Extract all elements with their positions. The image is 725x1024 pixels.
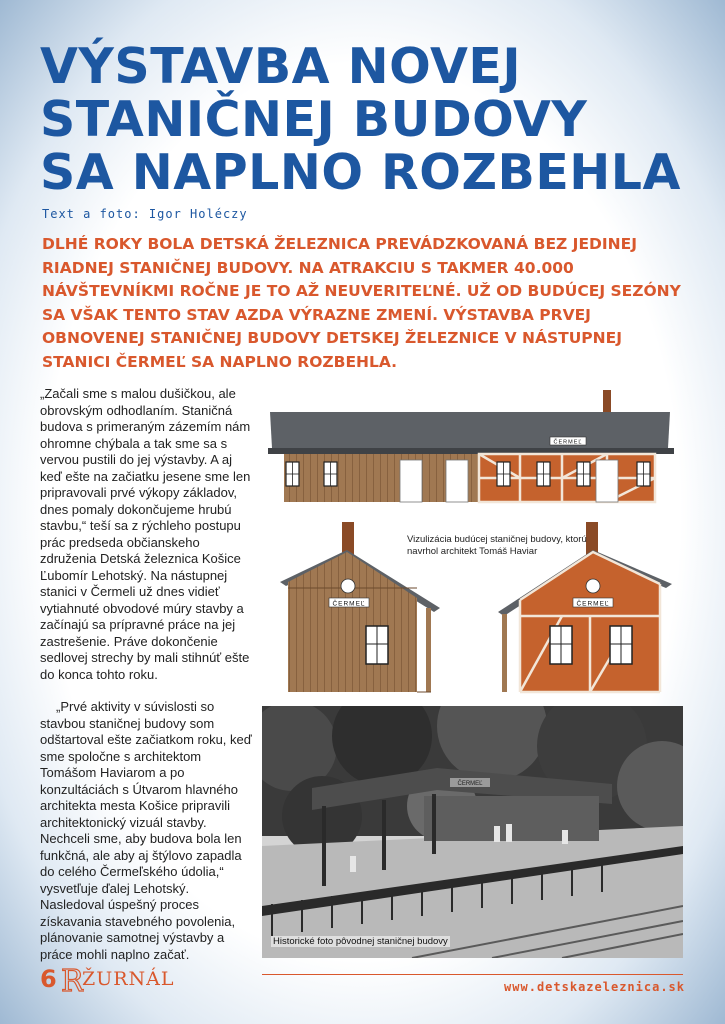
historic-photo-drawing [262, 706, 683, 958]
title-line-2: STANIČNEJ BUDOVY [40, 91, 588, 148]
page-number: 6 [40, 965, 57, 993]
title-line-1: VÝSTAVBA NOVEJ [40, 38, 522, 95]
footer-rule [262, 974, 683, 975]
front-station-sign: ČERMEĽ [553, 439, 583, 446]
zurnal-logo-icon [60, 963, 84, 997]
right-station-sign: ČERMEĽ [576, 600, 610, 608]
title-line-3: SA NAPLNO ROZBEHLA [40, 144, 681, 201]
visualization-caption: Vizulizácia budúcej staničnej budovy, ktorú navrhol architekt Tomáš Haviar [407, 534, 587, 557]
body-paragraph-2: „Prvé aktivity v súvislosti so stavbou staničnej budovy som odštartoval ešte začiatkom roku, keď sme spoločne s architektom Tomášom Haviarom a po konzultáciách s Útvarom hlavného architekta mesta Košice pripravili architektonický vizuál stavby. Nechceli sme, aby budova bola len funkčná, ale aby aj štýlovo zapadla do celého Čermeľského údolia,“ vysvetľuje ďalej Lehotský. Nasledoval úspešný proces získavania stavebného povolenia, plánovanie samotnej výstavby a práce mohli naplno začať. [40, 699, 252, 962]
logo-text: ŽURNÁL [82, 968, 175, 990]
article-title [40, 40, 700, 199]
front-elevation-drawing [268, 390, 674, 502]
byline: Text a foto: Igor Holéczy [42, 207, 248, 221]
left-station-sign: ČERMEĽ [332, 600, 366, 608]
photo-station-sign: ČERMEĽ [457, 781, 483, 787]
lead-paragraph: DLHÉ ROKY BOLA DETSKÁ ŽELEZNICA PREVÁDZKOVANÁ BEZ JEDINEJ RIADNEJ STANIČNEJ BUDOVY. NA ATRAKCIU S TAKMER 40.000 NÁVŠTEVNÍKMI ROČNE JE TO AŽ NEUVERITEĽNÉ. UŽ OD BUDÚCEJ SEZÓNY SA VŠAK TENTO STAV AZDA VÝRAZNE ZMENÍ. VÝSTAVBA PRVEJ OBNOVENEJ STANIČNEJ BUDOVY DETSKEJ ŽELEZNICE V NÁSTUPNEJ STANICI ČERMEĽ SA NAPLNO ROZBEHLA. [42, 235, 681, 371]
website-url: www.detskazeleznica.sk [504, 980, 685, 994]
historic-photo [262, 706, 683, 958]
photo-caption: Historické foto pôvodnej staničnej budovy [273, 936, 448, 947]
body-paragraph-1: „Začali sme s malou dušičkou, ale obrovským odhodlaním. Staničná budova s primeraným zázemím nám ohromne chýbala a tak sme sa s vervou pustili do jej výstavby. A aj keď ešte na začiatku jesene sme len pripravovali prvé výkopy základov, dnes pomaly dokončujeme hrubú stavbu,“ teší sa z rýchleho postupu prác predseda občianskeho združenia Detská železnica Košice Ľubomír Lehotský. Na nástupnej stanici v Čermeli už dnes vidieť vytiahnuté obvodové múry stavby a začínajú sa prípravné práce na jej zastrešenie. Práve dokončenie sedlovej strechy by mali stihnúť ešte do konca tohto roku. [40, 386, 251, 682]
logo-letter: R [61, 964, 84, 997]
